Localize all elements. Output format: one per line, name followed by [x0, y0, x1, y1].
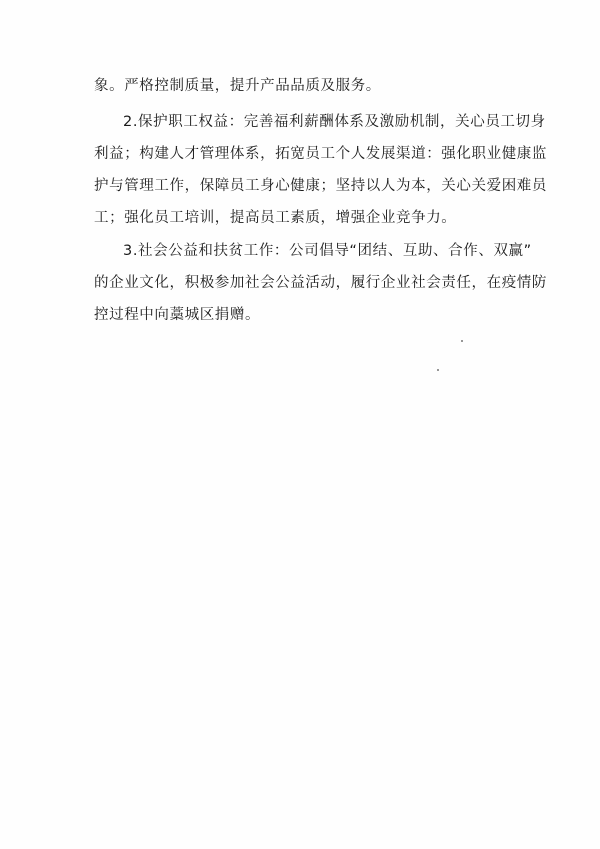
paragraph-line-5: 工；强化员工培训，提高员工素质，增强企业竞争力。 [94, 210, 457, 226]
paragraph-line-3: 利益；构建人才管理体系，拓宽员工个人发展渠道：强化职业健康监 [94, 146, 547, 162]
paragraph-line-6: 3.社会公益和扶贫工作：公司倡导“团结、互助、合作、双赢” [123, 243, 532, 259]
paragraph-line-7: 的企业文化，积极参加社会公益活动，履行企业社会责任，在疫情防 [94, 275, 547, 291]
paragraph-line-8: 控过程中向藁城区捐赠。 [94, 307, 261, 323]
scan-speck [461, 340, 463, 342]
paragraph-line-2: 2.保护职工权益：完善福利薪酬体系及激励机制，关心员工切身 [123, 114, 546, 130]
scan-speck [437, 369, 439, 371]
paragraph-line-4: 护与管理工作，保障员工身心健康；坚持以人为本，关心关爱困难员 [94, 178, 547, 194]
paragraph-line-1: 象。严格控制质量，提升产品品质及服务。 [94, 78, 381, 94]
